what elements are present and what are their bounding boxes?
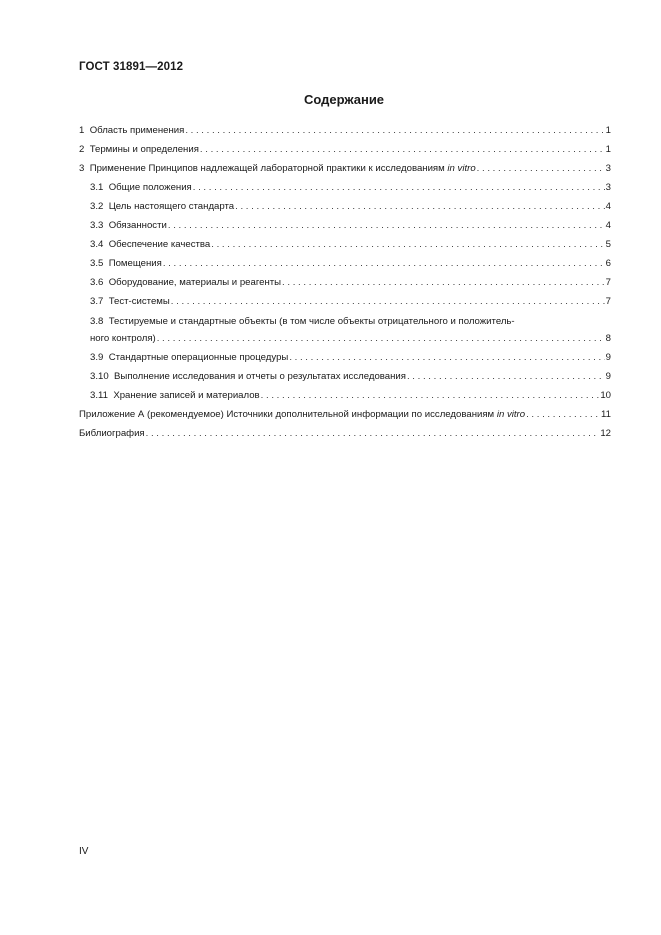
toc-item-3-11[interactable] [79,386,611,405]
dot-leader [171,292,605,311]
page-number: IV [79,846,89,857]
dot-leader [526,405,600,424]
toc-item-number: 3.1 [90,182,104,193]
toc-item-number: 3.3 [90,220,104,231]
dot-leader [211,235,604,254]
toc-item-title-line1: Тестируемые и стандартные объекты (в том числе объекты отрицательного и положитель- [108,316,515,327]
toc-item-page: 12 [600,428,611,439]
toc-item-title: Обязанности [108,220,167,231]
toc-item-number: 2 [79,144,85,155]
toc-item-title: Термины и определения [89,144,199,155]
toc-item-title: Библиография [79,428,145,439]
toc-item-3-10[interactable] [79,367,611,386]
document-header: ГОСТ 31891—2012 [79,61,184,73]
toc-item-3-2[interactable] [79,197,611,216]
toc-item-page: 3 [605,163,611,174]
toc-item-page: 11 [601,409,611,420]
toc-item-appendix-a[interactable] [79,405,611,424]
toc-item-number: 3.4 [90,239,104,250]
toc-item-3-9[interactable] [79,348,611,367]
toc-item-3-7[interactable] [79,292,611,311]
toc-item-title: Стандартные операционные процедуры [108,352,289,363]
dot-leader [193,178,605,197]
toc-item-title: Приложение А (рекомендуемое) Источники дополнительной информации по исследованиям [79,409,495,420]
dot-leader [407,367,605,386]
toc-item-3-4[interactable] [79,235,611,254]
toc-item-page: 1 [605,144,611,155]
toc-item-page: 7 [605,277,611,288]
dot-leader [200,140,605,159]
toc-item-page: 9 [605,371,611,382]
toc-item-italic: in vitro [447,163,476,174]
toc-item-page: 3 [605,182,611,193]
toc-item-title: Помещения [108,258,162,269]
toc-item-title: Оборудование, материалы и реагенты [108,277,282,288]
toc-item-3-3[interactable] [79,216,611,235]
dot-leader [185,121,604,140]
dot-leader [157,329,605,348]
toc-item-title: Цель настоящего стандарта [108,201,235,212]
table-of-contents [79,121,611,443]
dot-leader [289,348,604,367]
toc-item-number: 3.7 [90,296,104,307]
toc-item-3-1[interactable] [79,178,611,197]
toc-item-page: 6 [605,258,611,269]
toc-item-page: 8 [605,333,611,344]
toc-item-page: 7 [605,296,611,307]
toc-item-page: 4 [605,201,611,212]
dot-leader [163,254,605,273]
dot-leader [146,424,600,443]
toc-item-number: 3.11 [90,390,108,401]
toc-item-title: Область применения [89,125,185,136]
toc-item-number: 3.2 [90,201,104,212]
dot-leader [261,386,600,405]
toc-item-3-5[interactable] [79,254,611,273]
dot-leader [282,273,605,292]
toc-item-number: 3.6 [90,277,104,288]
toc-item-number: 3.9 [90,352,104,363]
toc-item-number: 3.5 [90,258,104,269]
toc-item-title: Обеспечение качества [108,239,211,250]
toc-item-title: Хранение записей и материалов [113,390,260,401]
toc-item-number: 3.10 [90,371,109,382]
toc-item-italic: in vitro [496,409,526,420]
dot-leader [235,197,605,216]
toc-item-page: 10 [600,390,611,401]
toc-item-3[interactable] [79,159,611,178]
toc-item-1[interactable] [79,121,611,140]
page-title: Содержание [303,92,385,107]
toc-item-page: 5 [605,239,611,250]
toc-item-page: 9 [605,352,611,363]
toc-item-title: Выполнение исследования и отчеты о результатах исследования [114,371,406,382]
toc-item-3-8[interactable] [79,315,611,348]
toc-item-page: 1 [605,125,611,136]
toc-item-bibliography[interactable] [79,424,611,443]
toc-item-title: Тест-системы [108,296,170,307]
dot-leader [477,159,605,178]
toc-item-title-line2: ного контроля) [90,333,156,344]
toc-item-number: 1 [79,125,85,136]
toc-item-title: Общие положения [108,182,192,193]
toc-item-2[interactable] [79,140,611,159]
toc-item-number: 3 [79,163,85,174]
dot-leader [168,216,605,235]
toc-item-title: Применение Принципов надлежащей лабораторной практики к исследованиям [89,163,445,174]
toc-item-3-6[interactable] [79,273,611,292]
toc-item-number: 3.8 [90,316,104,327]
toc-item-page: 4 [605,220,611,231]
